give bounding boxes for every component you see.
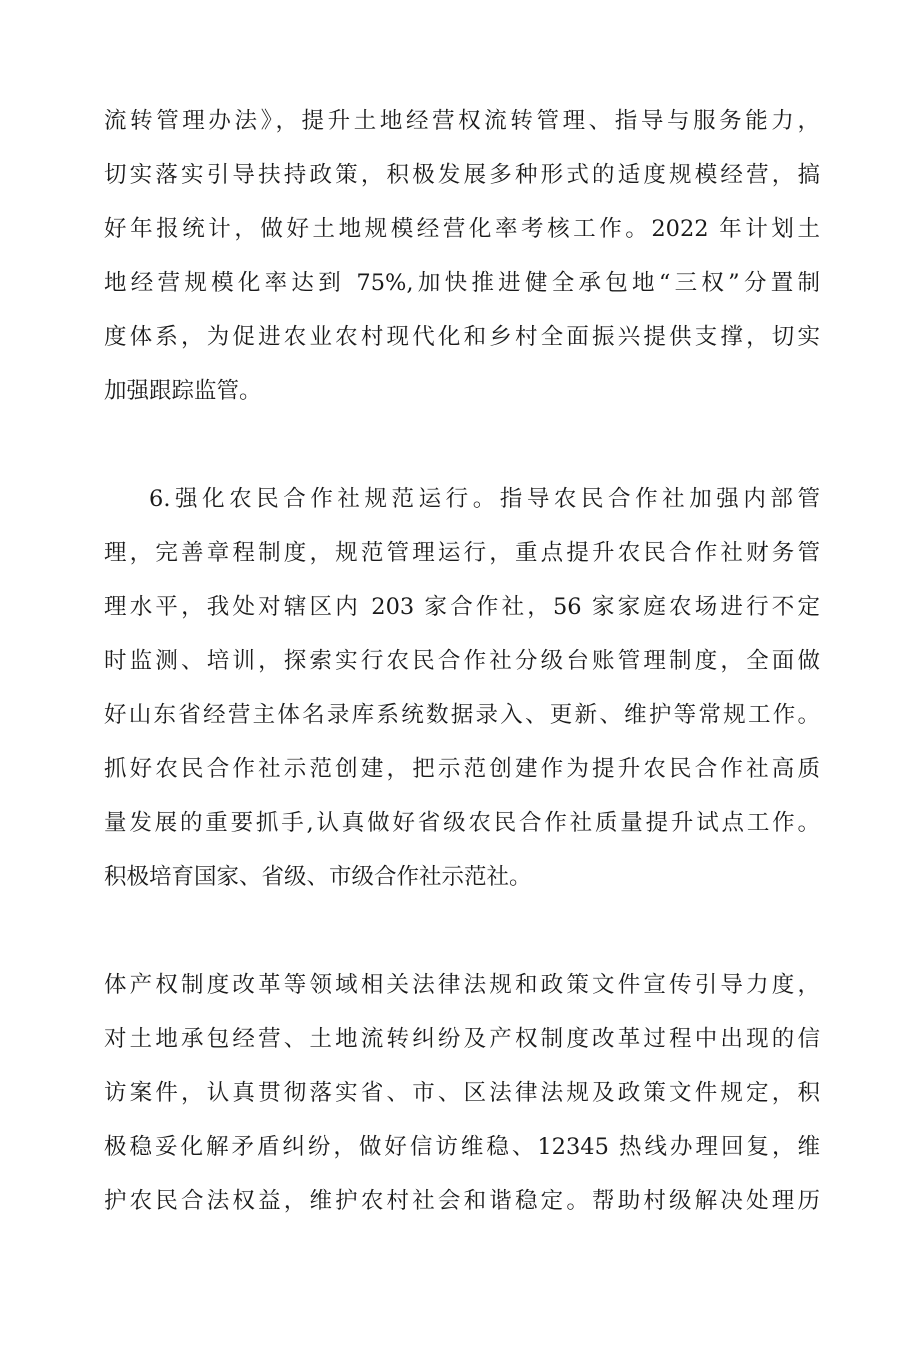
paragraph-line: 体产权制度改革等领域相关法律法规和政策文件宣传引导力度， bbox=[104, 972, 820, 998]
paragraph-line: 切实落实引导扶持政策，积极发展多种形式的适度规模经营，搞 bbox=[104, 162, 820, 188]
paragraph-line: 积极培育国家、省级、市级合作社示范社。 bbox=[104, 864, 532, 890]
paragraph-line: 理水平，我处对辖区内 203 家合作社，56 家家庭农场进行不定 bbox=[104, 594, 820, 620]
paragraph-line: 地经营规模化率达到 75%,加快推进健全承包地“三权”分置制 bbox=[104, 270, 820, 296]
paragraph-line: 时监测、培训，探索实行农民合作社分级台账管理制度，全面做 bbox=[104, 648, 820, 674]
paragraph-line: 访案件，认真贯彻落实省、市、区法律法规及政策文件规定，积 bbox=[104, 1080, 820, 1106]
paragraph-line: 极稳妥化解矛盾纠纷，做好信访维稳、12345 热线办理回复，维 bbox=[104, 1134, 820, 1160]
paragraph-line: 对土地承包经营、土地流转纠纷及产权制度改革过程中出现的信 bbox=[104, 1026, 820, 1052]
paragraph-line: 加强跟踪监管。 bbox=[104, 378, 262, 404]
paragraph-line: 理，完善章程制度，规范管理运行，重点提升农民合作社财务管 bbox=[104, 540, 820, 566]
paragraph-line: 度体系，为促进农业农村现代化和乡村全面振兴提供支撑，切实 bbox=[104, 324, 820, 350]
paragraph-line: 量发展的重要抓手,认真做好省级农民合作社质量提升试点工作。 bbox=[104, 810, 820, 836]
paragraph-heading-line: 6.强化农民合作社规范运行。指导农民合作社加强内部管 bbox=[149, 486, 820, 512]
paragraph-line: 好山东省经营主体名录库系统数据录入、更新、维护等常规工作。 bbox=[104, 702, 820, 728]
paragraph-line: 好年报统计，做好土地规模经营化率考核工作。2022 年计划土 bbox=[104, 216, 820, 242]
paragraph-line: 流转管理办法》，提升土地经营权流转管理、指导与服务能力， bbox=[104, 108, 820, 134]
paragraph-line: 抓好农民合作社示范创建，把示范创建作为提升农民合作社高质 bbox=[104, 756, 820, 782]
paragraph-line: 护农民合法权益，维护农村社会和谐稳定。帮助村级解决处理历 bbox=[104, 1188, 820, 1214]
